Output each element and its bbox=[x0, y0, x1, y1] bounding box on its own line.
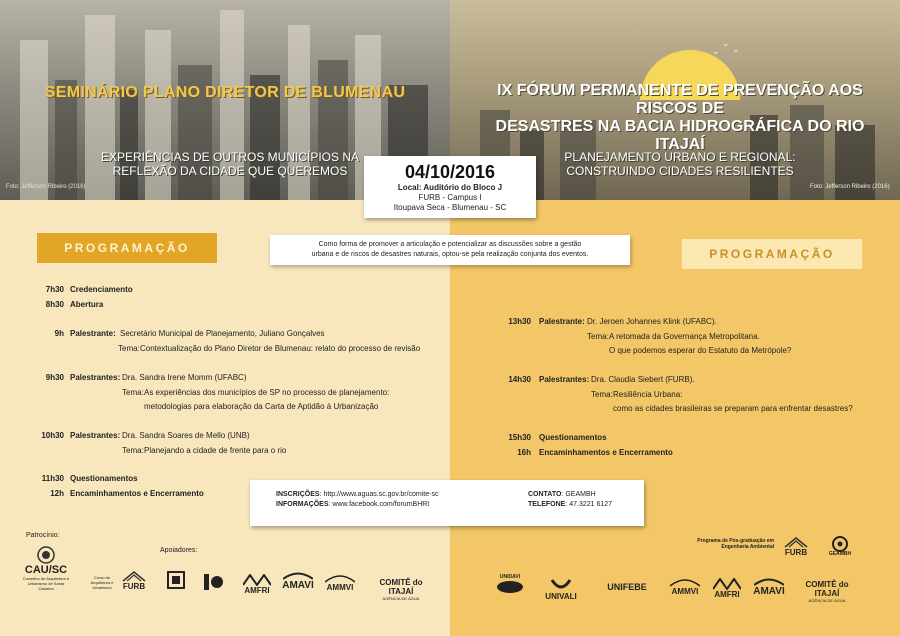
event-campus: FURB - Campus I bbox=[418, 193, 482, 202]
seminar-subtitle: EXPERIÊNCIAS DE OUTROS MUNICÍPIOS NA REFLEXÃO DA CIDADE QUE QUEREMOS bbox=[100, 150, 360, 178]
schedule-time: 16h bbox=[517, 448, 531, 457]
program-heading-right: PROGRAMAÇÃO bbox=[682, 239, 862, 269]
program-heading-left: PROGRAMAÇÃO bbox=[37, 233, 217, 263]
amfri-icon bbox=[713, 578, 741, 590]
furb-icon bbox=[122, 570, 146, 582]
geambh-icon bbox=[831, 536, 849, 552]
schedule-tema: metodologias para elaboração da Carta de Aptidão à Urbanização bbox=[144, 402, 379, 411]
schedule-tema-label: Tema: bbox=[591, 390, 613, 399]
schedule-time: 7h30 bbox=[45, 285, 64, 294]
schedule-tema: Contextualização do Plano Diretor de Blumenau: relato do processo de revisão bbox=[140, 344, 421, 353]
univali-icon bbox=[550, 578, 572, 592]
emblem-logo bbox=[165, 571, 187, 593]
contact-box bbox=[250, 480, 644, 526]
amavi-icon bbox=[754, 578, 784, 586]
bird-icon: ⌄ bbox=[732, 44, 740, 54]
schedule-label: Palestrante: bbox=[539, 317, 585, 326]
ammvi-logo-left: AMMVI bbox=[322, 574, 358, 592]
forum-title: IX FÓRUM PERMANENTE DE PREVENÇÃO AOS RISCOS DE DESASTRES NA BACIA HIDROGRÁFICA DO RIO ITAJAÍ bbox=[495, 82, 865, 153]
school-emblem-icon bbox=[202, 571, 224, 593]
schedule-time: 9h bbox=[54, 329, 64, 338]
comite-logo-left: COMITÊ do ITAJAÍ AGÊNCIA DE ÁGUA bbox=[379, 578, 423, 601]
schedule-time: 10h30 bbox=[41, 431, 64, 440]
amavi-logo-right: AMAVI bbox=[750, 578, 788, 597]
comite-logo-right: COMITÊ do ITAJAÍ AGÊNCIA DE ÁGUA bbox=[805, 580, 849, 603]
inscricoes-link[interactable]: : http://www.aguas.sc.gov.br/comite-sc bbox=[319, 491, 439, 498]
schedule-tema: Planejando a cidade de frente para o rio bbox=[144, 446, 287, 455]
schedule-label: Palestrante: bbox=[70, 329, 116, 338]
schedule-tema: como as cidades brasileiras se preparam para enfrentar desastres? bbox=[613, 404, 853, 413]
bird-icon: ⌄ bbox=[712, 46, 720, 56]
informacoes-label: INFORMAÇÕES bbox=[276, 501, 329, 508]
schedule-time: 9h30 bbox=[45, 373, 64, 382]
schedule-time: 15h30 bbox=[508, 433, 531, 442]
schedule-speaker: Dra. Sandra Irene Momm (UFABC) bbox=[122, 373, 247, 382]
event-address: Itoupava Seca - Blumenau - SC bbox=[393, 203, 507, 212]
pos-graduacao-label: Programa de Pós-graduação em Engenharia Ambiental bbox=[697, 538, 774, 550]
amavi-logo-left: AMAVI bbox=[280, 572, 316, 591]
schedule-speaker: Secretário Municipal de Planejamento, Juliano Gonçalves bbox=[120, 329, 325, 338]
geambh-logo: GEAMBH bbox=[822, 536, 858, 557]
amfri-logo-right: AMFRI bbox=[710, 578, 744, 599]
intro-box: Como forma de promover a articulação e potencializar as discussões sobre a gestão urbana e de riscos de desastres naturais, optou-se pela realização conjunta dos eventos. bbox=[270, 235, 630, 265]
telefone-value: : 47.3221 6127 bbox=[565, 501, 613, 508]
schedule-tema-label: Tema: bbox=[122, 388, 144, 397]
schedule-tema: A retomada da Governança Metropolitana. bbox=[609, 332, 760, 341]
schedule-time: 8h30 bbox=[45, 300, 64, 309]
univali-logo: UNIVALI bbox=[540, 578, 582, 601]
furb-logo-left: FURB bbox=[117, 570, 151, 591]
ammvi-icon bbox=[325, 574, 355, 583]
event-local: Local: Auditório do Bloco J bbox=[397, 183, 503, 192]
school-logo bbox=[200, 571, 226, 593]
bird-icon: ⌄ bbox=[722, 38, 730, 48]
schedule-tema: Resiliência Urbana: bbox=[613, 390, 683, 399]
schedule-item: Questionamentos bbox=[539, 433, 607, 442]
schedule-label: Palestrantes: bbox=[70, 431, 121, 440]
forum-subtitle: PLANEJAMENTO URBANO E REGIONAL: CONSTRUINDO CIDADES RESILIENTES bbox=[564, 150, 796, 178]
schedule-item: Encaminhamentos e Encerramento bbox=[539, 448, 673, 457]
photo-credit: Foto: Jefferson Ribeiro (2016) bbox=[810, 184, 890, 190]
schedule-tema-label: Tema: bbox=[587, 332, 609, 341]
schedule-item: Abertura bbox=[70, 300, 104, 309]
event-date: 04/10/2016 bbox=[404, 162, 496, 182]
schedule-speaker: Dr. Jeroen Johannes Klink (UFABC). bbox=[587, 317, 717, 326]
unidavi-logo: UNIDAVI bbox=[492, 575, 528, 594]
ammvi-logo-right: AMMVI bbox=[666, 578, 704, 596]
schedule-time: 11h30 bbox=[41, 474, 64, 483]
unifebe-logo: UNIFEBE bbox=[607, 582, 647, 592]
amfri-icon bbox=[243, 574, 271, 586]
sponsor-label: Patrocínio: bbox=[26, 532, 60, 539]
schedule-speaker: Dra. Sandra Soares de Mello (UNB) bbox=[122, 431, 250, 440]
schedule-time: 13h30 bbox=[508, 317, 531, 326]
contato-label: CONTATO bbox=[528, 491, 562, 498]
informacoes-link[interactable]: : www.facebook.com/forumBHRI bbox=[328, 501, 430, 508]
brasao-icon bbox=[37, 546, 55, 564]
schedule-item: Encaminhamentos e Encerramento bbox=[70, 489, 204, 498]
unidavi-icon bbox=[496, 580, 524, 594]
schedule-item: Credenciamento bbox=[70, 285, 133, 294]
event-date-box bbox=[364, 156, 536, 218]
schedule-tema-label: Tema: bbox=[122, 446, 144, 455]
cau-logo: CAU/SC Conselho de Arquitetura e Urbanismo de Santa Catarina bbox=[20, 546, 72, 591]
schedule-speaker: Dra. Claudia Siebert (FURB). bbox=[591, 375, 695, 384]
schedule-item: Questionamentos bbox=[70, 474, 138, 483]
schedule-tema: As experiências dos municípios de SP no processo de planejamento: bbox=[144, 388, 390, 397]
inscricoes-label: INSCRIÇÕES bbox=[276, 491, 320, 498]
furb-logo-right: FURB bbox=[778, 536, 814, 557]
schedule-label: Palestrantes: bbox=[539, 375, 590, 384]
schedule-tema: O que podemos esperar do Estatuto da Metrópole? bbox=[609, 346, 792, 355]
seminar-title: SEMINÁRIO PLANO DIRETOR DE BLUMENAU bbox=[44, 84, 406, 101]
schedule-tema-label: Tema: bbox=[118, 344, 140, 353]
furb-icon bbox=[784, 536, 808, 548]
left-schedule bbox=[38, 285, 438, 505]
square-emblem-icon bbox=[167, 571, 185, 593]
contato-value: : GEAMBH bbox=[561, 491, 596, 498]
photo-credit: Foto: Jefferson Ribeiro (2016) bbox=[6, 184, 86, 190]
telefone-label: TELEFONE bbox=[528, 501, 566, 508]
schedule-time: 12h bbox=[50, 489, 64, 498]
supporters-label: Apoiadores: bbox=[160, 547, 198, 554]
amfri-logo-left: AMFRI bbox=[240, 574, 274, 595]
ammvi-icon bbox=[670, 578, 700, 587]
amavi-icon bbox=[283, 572, 313, 580]
curso-logo: Curso de Arquitetura e Urbanismo bbox=[90, 575, 114, 590]
schedule-label: Palestrantes: bbox=[70, 373, 121, 382]
right-schedule bbox=[505, 317, 895, 467]
schedule-time: 14h30 bbox=[508, 375, 531, 384]
